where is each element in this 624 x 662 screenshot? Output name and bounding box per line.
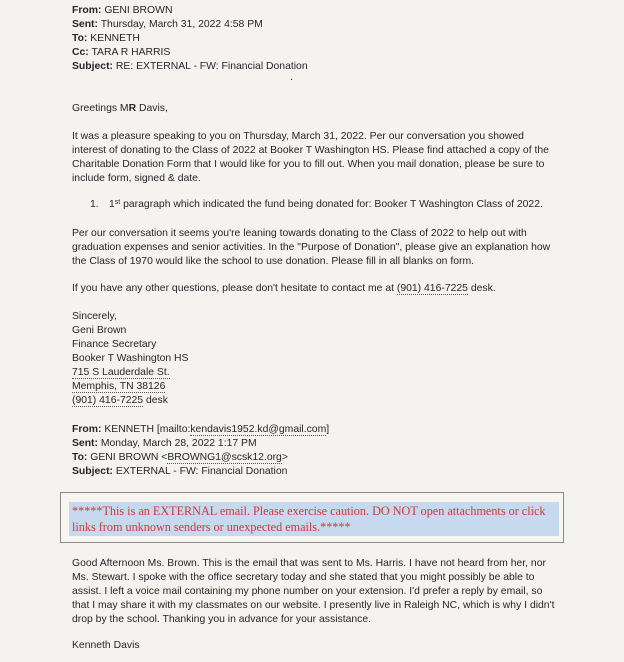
external-warning-box xyxy=(60,492,564,543)
reply-header xyxy=(72,4,572,74)
street-address-link[interactable]: 715 S Lauderdale St. xyxy=(72,367,170,378)
reply-signature: Sincerely, Geni Brown Finance Secretary Booker T Washington HS 715 S Lauderdale St. Memphis, TN 38126 (901) 416-7225 desk xyxy=(72,311,189,406)
external-warning-text: *****This is an EXTERNAL email. Please exercise caution. DO NOT open attachments or click links from unknown senders or unexpected emails.***** xyxy=(69,502,559,536)
handwritten-mark-icon: R xyxy=(128,103,137,114)
original-signature: Kenneth Davis xyxy=(72,640,140,651)
original-body: Good Afternoon Ms. Brown. This is the email that was sent to Ms. Harris. I have not heard from her, nor Ms. Stewart. I spoke with the office secretary today and she stated that you might possibly be able to assist. I left a voice mail containing my phone number on your extension. I'd prefer a reply by email, so that I may share it with my classmates on our website. I presently live in Raleigh NC, which is why I didn't drop by the school. Thanking you in advance for your assistance. xyxy=(72,558,555,625)
list-item: 1. 1st paragraph which indicated the fund being donated for: Booker T Washington Class of 2022. xyxy=(90,199,543,210)
phone-link[interactable]: (901) 416-7225 xyxy=(396,283,468,294)
recipient-email-link[interactable]: BROWNG1@scsk12.org xyxy=(167,452,282,463)
original-header xyxy=(72,423,572,479)
orig-sent-line: Sent: Monday, March 28, 2022 1:17 PM xyxy=(72,438,257,449)
orig-to-line: To: GENI BROWN <BROWNG1@scsk12.org> xyxy=(72,452,288,463)
city-address-link[interactable]: Memphis, TN 38126 xyxy=(72,381,166,392)
reply-paragraph-2: Per our conversation it seems you're leaning towards donating to the Class of 2022 to help out with graduation expenses and senior activities. In the "Purpose of Donation", please give an explanation how the Class of 1970 would like the school to use donation. Please fill in all blanks on form. xyxy=(72,228,551,267)
orig-from-line: From: KENNETH [mailto:kendavis1952.kd@gmail.com] xyxy=(72,424,330,435)
reply-paragraph-1: It was a pleasure speaking to you on Thursday, March 31, 2022. Per our conversation you showed interest of donating to the Class of 2022 at Booker T Washington HS. Please find attached a copy of the Charitable Donation Form that I would like for you to fill out. When you mail donation, please be sure to include form, signed & date. xyxy=(72,131,549,184)
from-line: From: GENI BROWN xyxy=(72,5,173,16)
cc-line: Cc: TARA R HARRIS xyxy=(72,47,171,58)
greeting: Greetings MR Davis, xyxy=(72,103,168,114)
subject-line: Subject: RE: EXTERNAL - FW: Financial Donation xyxy=(72,61,308,72)
reply-paragraph-3: If you have any other questions, please don't hesitate to contact me at (901) 416-7225 desk. xyxy=(72,283,496,294)
stray-mark-icon: . xyxy=(290,71,294,83)
sender-email-link[interactable]: kendavis1952.kd@gmail.com xyxy=(190,424,327,435)
sent-line: Sent: Thursday, March 31, 2022 4:58 PM xyxy=(72,19,263,30)
orig-subject-line: Subject: EXTERNAL - FW: Financial Donation xyxy=(72,466,288,477)
to-line: To: KENNETH xyxy=(72,33,140,44)
signature-phone-link[interactable]: (901) 416-7225 xyxy=(72,395,144,406)
